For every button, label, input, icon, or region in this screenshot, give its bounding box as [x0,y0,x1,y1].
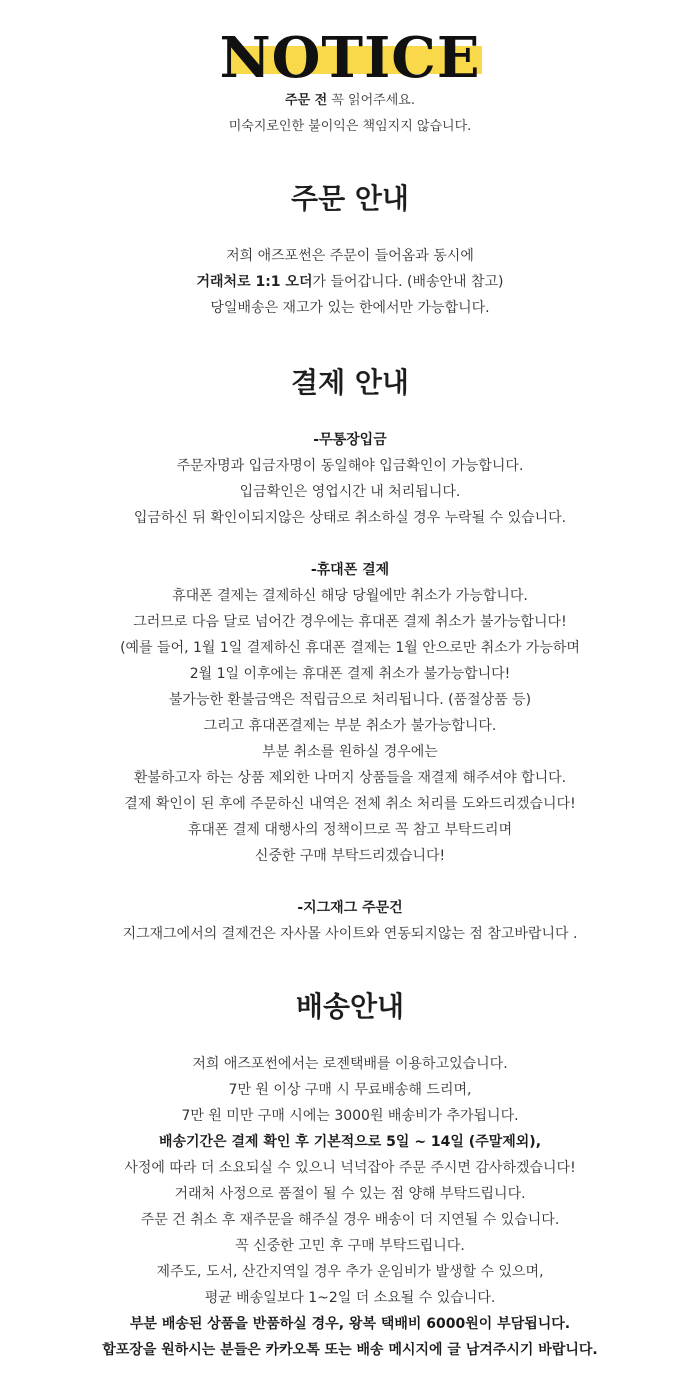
phone-payment-line: 휴대폰 결제는 결제하신 해당 당월에만 취소가 가능합니다. [172,588,528,604]
order-line [0,272,700,292]
phone-payment-line: 환불하고자 하는 상품 제외한 나머지 상품들을 재결제 해주셔야 합니다. [133,770,567,786]
phone-payment-line: 2월 1일 이후에는 휴대폰 결제 취소가 불가능합니다! [189,666,511,682]
page-title: NOTICE [219,25,481,91]
bank-transfer-title: -무통장입금 [313,432,387,448]
phone-payment-line: (예를 들어, 1월 1일 결제하신 휴대폰 결제는 1월 안으로만 취소가 가능하며 [120,640,580,656]
phone-payment-line: 신중한 구매 부탁드리겠습니다! [254,848,446,864]
phone-payment-title: -휴대폰 결제 [310,562,390,578]
bank-transfer-line: 주문자명과 입금자명이 동일해야 입금확인이 가능합니다. [176,458,524,474]
order-line: 저희 애즈포썬은 주문이 들어옴과 동시에 [226,248,474,264]
phone-payment-line: 그리고 휴대폰결제는 부분 취소가 불가능합니다. [203,718,497,734]
shipping-line: 부분 배송된 상품을 반품하실 경우, 왕복 택배비 6000원이 부담됩니다. [129,1316,571,1332]
phone-payment-line: 불가능한 환불금액은 적립금으로 처리됩니다. (품절상품 등) [168,692,532,708]
shipping-line: 7만 원 이상 구매 시 무료배송해 드리며, [228,1082,472,1098]
shipping-line: 배송기간은 결제 확인 후 기본적으로 5일 ~ 14일 (주말제외), [158,1134,542,1150]
shipping-line: 주문 건 취소 후 재주문을 해주실 경우 배송이 더 지연될 수 있습니다. [140,1212,560,1228]
shipping-line: 저희 애즈포썬에서는 로젠택배를 이용하고있습니다. [192,1056,508,1072]
shipping-heading: 배송안내 [295,990,405,1023]
shipping-line: 7만 원 미만 구매 시에는 3000원 배송비가 추가됩니다. [181,1108,519,1124]
bank-transfer-line: 입금하신 뒤 확인이되지않은 상태로 취소하실 경우 누락될 수 있습니다. [133,510,567,526]
subtitle-emphasis: 주문 전 [285,93,328,108]
zigzag-order-line: 지그재그에서의 결제건은 자사몰 사이트와 연동되지않는 점 참고바랍니다 . [122,926,578,942]
phone-payment-line: 그러므로 다음 달로 넘어간 경우에는 휴대폰 결제 취소가 불가능합니다! [133,614,567,630]
shipping-line: 합포장을 원하시는 분들은 카카오톡 또는 배송 메시지에 글 남겨주시기 바랍니다. [102,1342,598,1358]
notice-subtitle [0,92,700,110]
shipping-line: 거래처 사정으로 품절이 될 수 있는 점 양해 부탁드립니다. [174,1186,526,1202]
shipping-line: 꼭 신중한 고민 후 구매 부탁드립니다. [235,1238,465,1254]
shipping-line: 제주도, 도서, 산간지역일 경우 추가 운임비가 발생할 수 있으며, [156,1264,544,1280]
phone-payment-line: 부분 취소를 원하실 경우에는 [262,744,438,760]
zigzag-order-title: -지그재그 주문건 [297,900,403,916]
shipping-line: 평균 배송일보다 1~2일 더 소요될 수 있습니다. [204,1290,496,1306]
subtitle-rest: 꼭 읽어주세요. [327,93,415,108]
notice-header [0,25,700,91]
phone-payment-line: 결제 확인이 된 후에 주문하신 내역은 전체 취소 처리를 도와드리겠습니다! [124,796,576,812]
order-emphasis: 거래처로 1:1 오더 [196,274,313,290]
order-line: 당일배송은 재고가 있는 한에서만 가능합니다. [210,300,490,316]
phone-payment-line: 휴대폰 결제 대행사의 정책이므로 꼭 참고 부탁드리며 [187,822,513,838]
shipping-line: 사정에 따라 더 소요되실 수 있으니 넉넉잡아 주문 주시면 감사하겠습니다! [124,1160,576,1176]
bank-transfer-line: 입금확인은 영업시간 내 처리됩니다. [239,484,461,500]
order-line-rest: 가 들어갑니다. (배송안내 참고) [312,274,504,290]
payment-heading: 결제 안내 [291,366,409,399]
notice-disclaimer: 미숙지로인한 불이익은 책임지지 않습니다. [228,119,472,134]
order-heading: 주문 안내 [291,182,409,215]
